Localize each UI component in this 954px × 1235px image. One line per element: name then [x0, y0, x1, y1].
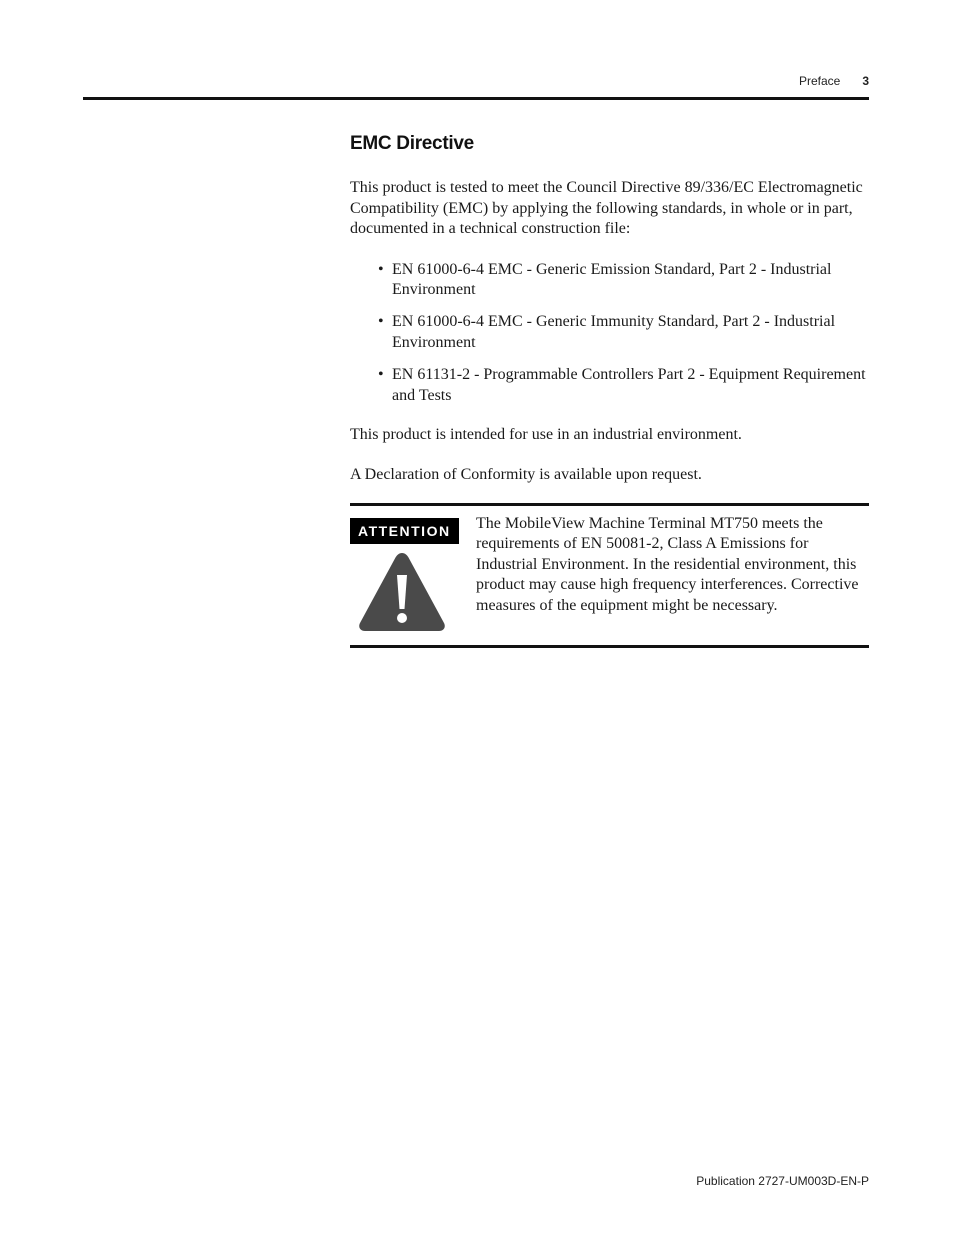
page-number: 3 — [862, 74, 869, 88]
header-section-label: Preface — [798, 74, 841, 88]
list-item — [378, 312, 870, 353]
running-header — [799, 74, 869, 88]
attention-text: The MobileView Machine Terminal MT750 meets the requirements of EN 50081-2, Class A Emissions for Industrial Environment. In the residential environment, this product may cause high frequency interferences. Corrective measures of the equipment might be necessary. — [476, 514, 859, 614]
industrial-paragraph: This product is intended for use in an industrial environment. — [350, 426, 742, 444]
bullet-glyph: • — [378, 366, 384, 384]
main-content — [350, 134, 870, 648]
list-item-text: EN 61000-6-4 EMC - Generic Emission Standard, Part 2 - Industrial Environment — [392, 260, 832, 299]
list-item-text: EN 61000-6-4 EMC - Generic Immunity Standard, Part 2 - Industrial Environment — [392, 313, 836, 351]
publication-footer: Publication 2727-UM003D-EN-P — [696, 1174, 869, 1188]
attention-left — [350, 514, 476, 633]
bullet-glyph: • — [378, 260, 384, 278]
attention-badge: ATTENTION — [350, 518, 459, 544]
list-item — [378, 365, 870, 406]
bullet-glyph: • — [378, 313, 384, 331]
declaration-paragraph: A Declaration of Conformity is available upon request. — [350, 466, 702, 484]
intro-paragraph: This product is tested to meet the Council Directive 89/336/EC Electromagnetic Compatibility (EMC) by applying the following standards, in whole or in part, documented in a technical construction file: — [350, 179, 863, 238]
attention-box — [350, 503, 869, 648]
header-rule — [83, 97, 869, 100]
warning-triangle-icon — [357, 551, 447, 633]
list-item — [378, 260, 870, 301]
list-item-text: EN 61131-2 - Programmable Controllers Part 2 - Equipment Requirement and Tests — [392, 366, 866, 404]
standards-list — [350, 260, 870, 406]
section-title: EMC Directive — [350, 133, 474, 154]
